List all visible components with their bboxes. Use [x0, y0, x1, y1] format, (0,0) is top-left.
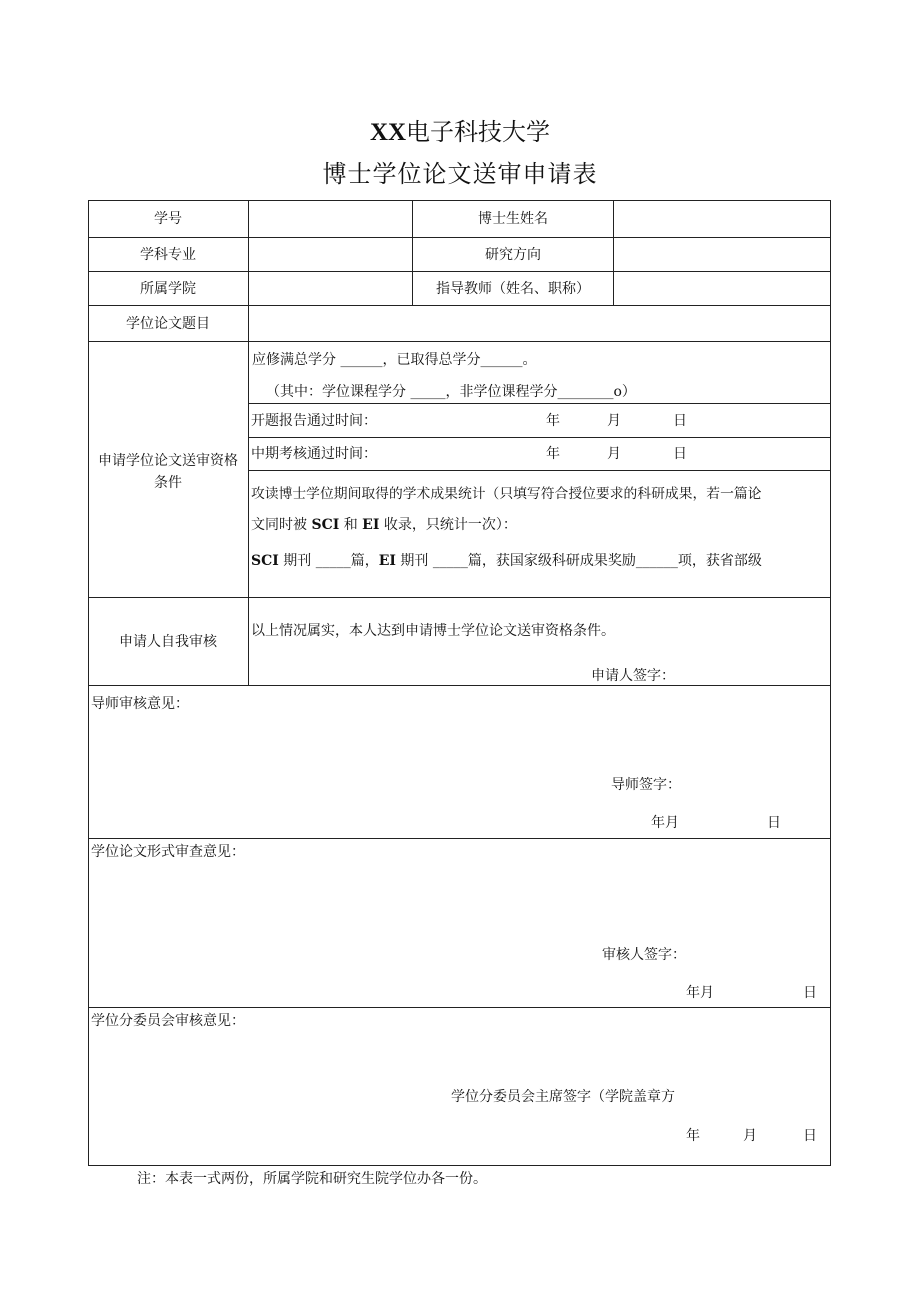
table-row-divider	[88, 597, 831, 598]
self-review-label: 申请人自我审核	[119, 634, 217, 650]
advisor-review-area[interactable]	[89, 715, 829, 775]
university-title	[0, 112, 920, 147]
student-name-field[interactable]	[614, 201, 830, 237]
self-review-statement: 以上情况属实，本人达到申请博士学位论文送审资格条件。	[251, 623, 615, 639]
student-name-label: 博士生姓名	[478, 211, 548, 227]
format-date-day: 日	[803, 985, 817, 1001]
research-direction-field[interactable]	[614, 238, 830, 271]
major-label: 学科专业	[140, 247, 196, 263]
student-id-label: 学号	[154, 211, 182, 227]
proposal-year: 年	[546, 413, 560, 429]
committee-review-area[interactable]	[89, 1034, 829, 1084]
committee-signature-label: 学位分委员会主席签字（学院盖章方	[451, 1089, 675, 1105]
midterm-day: 日	[673, 446, 687, 462]
achievements-line1: 攻读博士学位期间取得的学术成果统计（只填写符合授位要求的科研成果，若一篇论	[251, 486, 762, 502]
achievements-line2-pre: 文同时被	[251, 517, 307, 533]
table-row-divider	[249, 403, 831, 404]
major-field[interactable]	[249, 238, 412, 271]
proposal-date-label: 开题报告通过时间：	[251, 413, 377, 429]
table-row-divider	[88, 685, 831, 686]
form-title: 博士学位论文送审申请表	[322, 160, 598, 188]
ei-inline: EI	[362, 517, 380, 533]
midterm-month: 月	[607, 446, 621, 462]
thesis-title-field[interactable]	[249, 306, 830, 341]
ei-label: EI	[378, 553, 396, 569]
table-border-bottom	[88, 1165, 831, 1166]
college-field[interactable]	[249, 272, 412, 305]
table-row-divider	[249, 470, 831, 471]
table-row-divider	[88, 341, 831, 342]
qualification-label-line1: 申请学位论文送审资格	[98, 453, 238, 469]
footer-note: 注：本表一式两份，所属学院和研究生院学位办各一份。	[137, 1171, 487, 1187]
midterm-year: 年	[546, 446, 560, 462]
qualification-label-line2: 条件	[154, 475, 182, 491]
table-row-divider	[88, 838, 831, 839]
achievements-line2-post: 收录，只统计一次）：	[383, 517, 517, 533]
sci-label: SCI	[251, 553, 279, 569]
applicant-signature-label: 申请人签字：	[591, 668, 675, 684]
proposal-month: 月	[607, 413, 621, 429]
table-row-divider	[88, 1007, 831, 1008]
committee-date-day: 日	[803, 1128, 817, 1144]
midterm-date-label: 中期考核通过时间：	[251, 446, 377, 462]
advisor-review-label: 导师审核意见：	[91, 696, 189, 712]
qualification-label	[88, 451, 248, 493]
university-prefix: XX	[369, 119, 407, 146]
university-name: 电子科技大学	[406, 118, 551, 146]
advisor-date-day: 日	[767, 815, 781, 831]
sci-inline: SCI	[311, 517, 340, 533]
format-review-area[interactable]	[89, 865, 829, 940]
advisor-signature-label: 导师签字：	[611, 777, 681, 793]
committee-date-month: 月	[743, 1128, 757, 1144]
format-review-label: 学位论文形式审查意见：	[91, 844, 245, 860]
advisor-field[interactable]	[614, 272, 830, 305]
student-id-field[interactable]	[249, 201, 412, 237]
reviewer-signature-label: 审核人签字：	[602, 947, 686, 963]
college-label: 所属学院	[140, 281, 196, 297]
table-border-left	[88, 200, 89, 1166]
thesis-title-label: 学位论文题目	[126, 316, 210, 332]
achievements-stats	[251, 551, 762, 571]
table-border-right	[830, 200, 831, 1166]
proposal-day: 日	[673, 413, 687, 429]
committee-date-year: 年	[686, 1128, 700, 1144]
advisor-date-year-month: 年月	[651, 815, 679, 831]
research-direction-label: 研究方向	[485, 247, 541, 263]
credits-detail: （其中：学位课程学分 _____，非学位课程学分________o）	[266, 384, 636, 400]
committee-review-label: 学位分委员会审核意见：	[91, 1013, 245, 1029]
stats-part1: 期刊 _____篇，	[283, 553, 379, 569]
credits-line: 应修满总学分 ______，已取得总学分______。	[252, 352, 537, 368]
achievements-line2	[251, 515, 517, 535]
format-date-year-month: 年月	[686, 985, 714, 1001]
stats-part2: 期刊 _____篇，获国家级科研成果奖励______项，获省部级	[400, 553, 762, 569]
achievements-line2-mid: 和	[343, 517, 358, 533]
table-row-divider	[249, 437, 831, 438]
advisor-label: 指导教师（姓名、职称）	[436, 281, 590, 297]
